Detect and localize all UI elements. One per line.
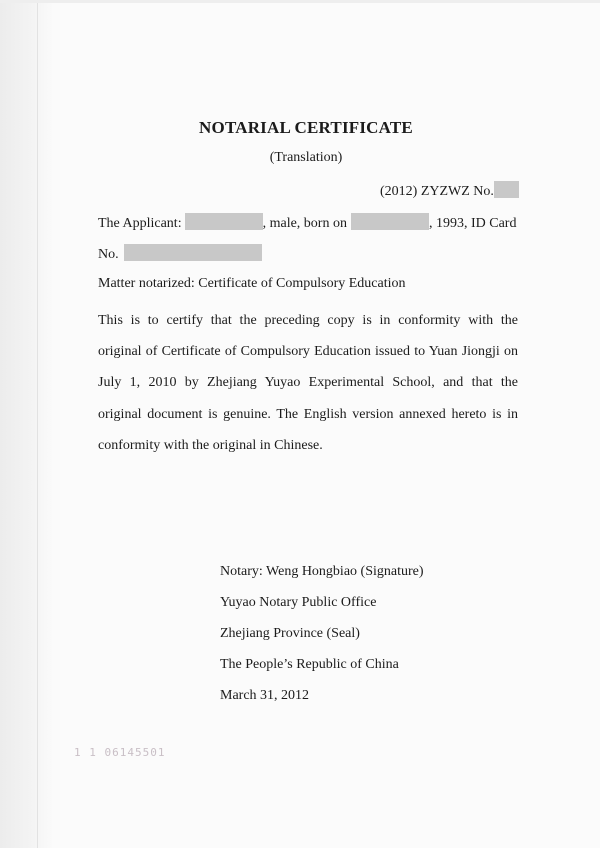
scan-top-strip — [0, 0, 600, 3]
paragraph-line: original of Certificate of Compulsory Education issued to Yuan Jiongji on — [98, 344, 518, 360]
signature-block — [220, 556, 424, 711]
redacted-id-number — [124, 244, 262, 261]
applicant-gender-born: , male, born on — [262, 216, 347, 231]
country: The People’s Republic of China — [220, 657, 399, 672]
paragraph-line: This is to certify that the preceding copy is in conformity with the — [98, 313, 518, 328]
matter-notarized-line: Matter notarized: Certificate of Compulsory Education — [98, 276, 406, 291]
applicant-line — [98, 213, 516, 232]
issue-date: March 31, 2012 — [220, 688, 310, 703]
notary-office: Yuyao Notary Public Office — [220, 595, 377, 610]
id-card-line — [98, 244, 262, 263]
paragraph-line: July 1, 2010 by Zhejiang Yuyao Experimental School, and that the — [98, 375, 518, 391]
province-seal: Zhejiang Province (Seal) — [220, 626, 360, 641]
applicant-year-id: , 1993, ID Card — [428, 216, 517, 231]
notary-name: Notary: Weng Hongbiao (Signature) — [220, 564, 424, 579]
serial-stamp: 1 1 06145501 — [74, 746, 166, 759]
applicant-label: The Applicant: — [98, 216, 182, 231]
reference-prefix: (2012) ZYZWZ No. — [380, 184, 494, 199]
document-subtitle: (Translation) — [269, 150, 343, 165]
reference-number-line — [380, 181, 519, 200]
paragraph-line: conformity with the original in Chinese. — [98, 437, 323, 453]
id-no-label: No. — [98, 247, 119, 262]
redacted-reference-number — [494, 181, 519, 198]
redacted-applicant-name — [185, 213, 263, 230]
certification-paragraph — [98, 305, 518, 461]
redacted-birth-date — [351, 213, 429, 230]
document-title: NOTARIAL CERTIFICATE — [199, 118, 413, 137]
paragraph-line: original document is genuine. The English version annexed hereto is in — [98, 406, 518, 422]
